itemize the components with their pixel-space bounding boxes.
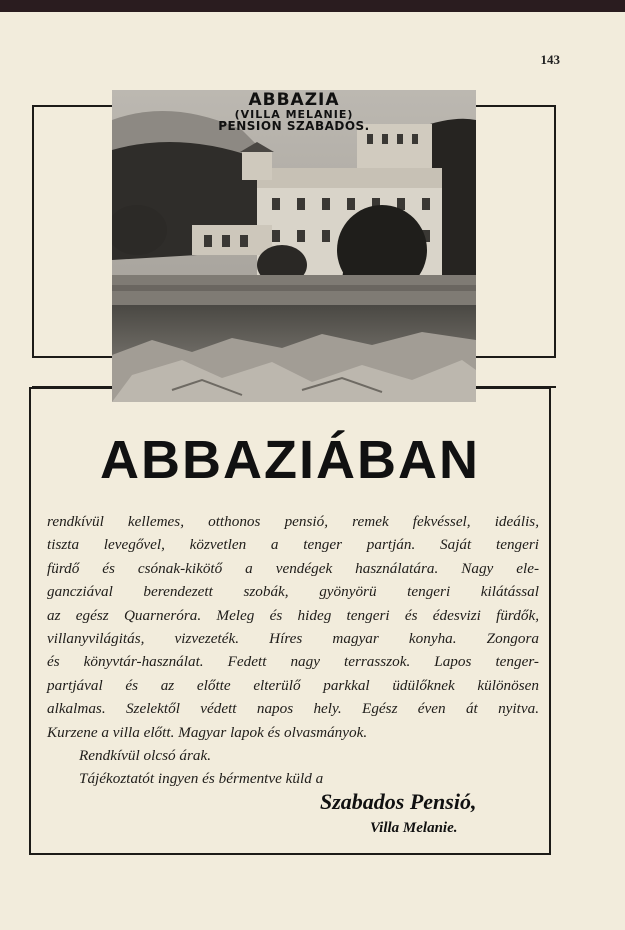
photo-caption-villa: (VILLA MELANIE) xyxy=(234,108,354,121)
top-dark-strip xyxy=(0,0,625,12)
photo-caption xyxy=(112,92,476,132)
body-line: fürdő és csónak-kikötő a vendégek használatára. Nagy ele- xyxy=(47,559,539,577)
body-line: az egész Quarneróra. Meleg és hideg tengeri és édesvizi fürdők, xyxy=(47,606,539,624)
villa-photo-drawing xyxy=(112,90,476,402)
right-frame-box xyxy=(476,105,556,358)
body-line: gancziával berendezett szobák, gyönyörü tengeri kilátással xyxy=(47,583,539,601)
body-line: partjával és az előtte elterülő parkkal üdülőknek különösen xyxy=(47,676,539,694)
body-line: rendkívül kellemes, otthonos pensió, remek fekvéssel, ideális, xyxy=(47,513,539,530)
body-line: alkalmas. Szelektől védett napos hely. Egész éven át nyitva. xyxy=(47,700,539,718)
body-line: tiszta levegővel, közvetlen a tenger partján. Saját tengeri xyxy=(47,536,539,554)
body-line: és könyvtár-használat. Fedett nagy terrasszok. Lapos tenger- xyxy=(47,653,539,671)
price-line: Rendkívül olcsó árak. xyxy=(79,747,212,765)
ad-body-text xyxy=(47,510,539,791)
left-frame-box xyxy=(32,105,112,358)
page-number: 143 xyxy=(540,52,560,67)
photo-caption-pension: PENSION SZABADOS. xyxy=(218,119,370,133)
signature-villa: Villa Melanie. xyxy=(370,820,458,836)
photo-caption-title: ABBAZIA xyxy=(248,90,340,110)
info-line: Tájékoztatót ingyen és bérmentve küld a xyxy=(79,770,324,788)
body-line: Kurzene a villa előtt. Magyar lapok és olvasmányok. xyxy=(47,723,368,741)
ad-headline: ABBAZIÁBAN xyxy=(100,430,480,490)
body-line: villanyvilágitás, vizvezeték. Híres magyar konyha. Zongora xyxy=(47,630,539,648)
villa-photograph xyxy=(112,90,476,402)
signature-name: Szabados Pensió, xyxy=(320,789,477,814)
